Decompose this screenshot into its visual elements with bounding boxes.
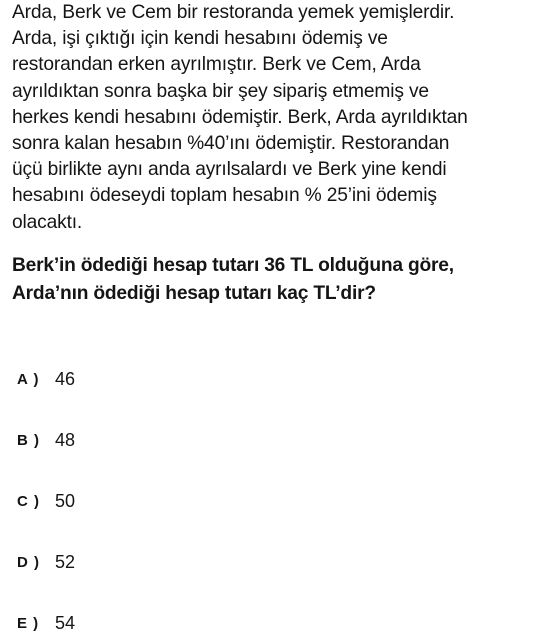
option-value: 48 [55,429,76,450]
stem-line: Arda, işi çıktığı için kendi hesabını ödemiş ve [12,28,388,50]
option-value: 50 [55,490,76,511]
option-b[interactable] [17,425,137,455]
option-letter: E ) [17,614,40,632]
option-value: 54 [55,612,76,633]
option-a[interactable] [17,364,137,394]
prompt-line: Arda’nın ödediği hesap tutarı kaç TL’dir? [12,282,376,304]
option-d[interactable] [17,547,137,577]
stem-line: herkes kendi hesabını ödemiştir. Berk, Arda ayrıldıktan [12,106,468,128]
stem-line: hesabını ödeseydi toplam hesabın % 25’ini ödemiş [12,185,437,207]
stem-line: restorandan erken ayrılmıştır. Berk ve Cem, Arda [12,54,421,76]
option-value: 52 [55,551,76,572]
prompt-line: Berk’in ödediği hesap tutarı 36 TL olduğuna göre, [12,254,454,276]
stem-line: olacaktı. [12,211,83,233]
option-e[interactable] [17,608,137,638]
stem-line: Arda, Berk ve Cem bir restoranda yemek yemişlerdir. [12,2,455,23]
question-block [12,0,542,308]
question-stem [12,0,542,236]
option-letter: D ) [17,553,40,571]
stem-line: sonra kalan hesabın %40’ını ödemiştir. Restorandan [12,133,450,155]
option-letter: A ) [17,370,40,388]
option-letter: B ) [17,431,40,449]
option-value: 46 [55,368,76,389]
option-c[interactable] [17,486,137,516]
option-letter: C ) [17,492,40,510]
stem-line: üçü birlikte aynı anda ayrılsalardı ve Berk yine kendi [12,159,447,181]
stem-line: ayrıldıktan sonra başka bir şey sipariş etmemiş ve [12,80,429,102]
question-prompt [12,252,542,308]
